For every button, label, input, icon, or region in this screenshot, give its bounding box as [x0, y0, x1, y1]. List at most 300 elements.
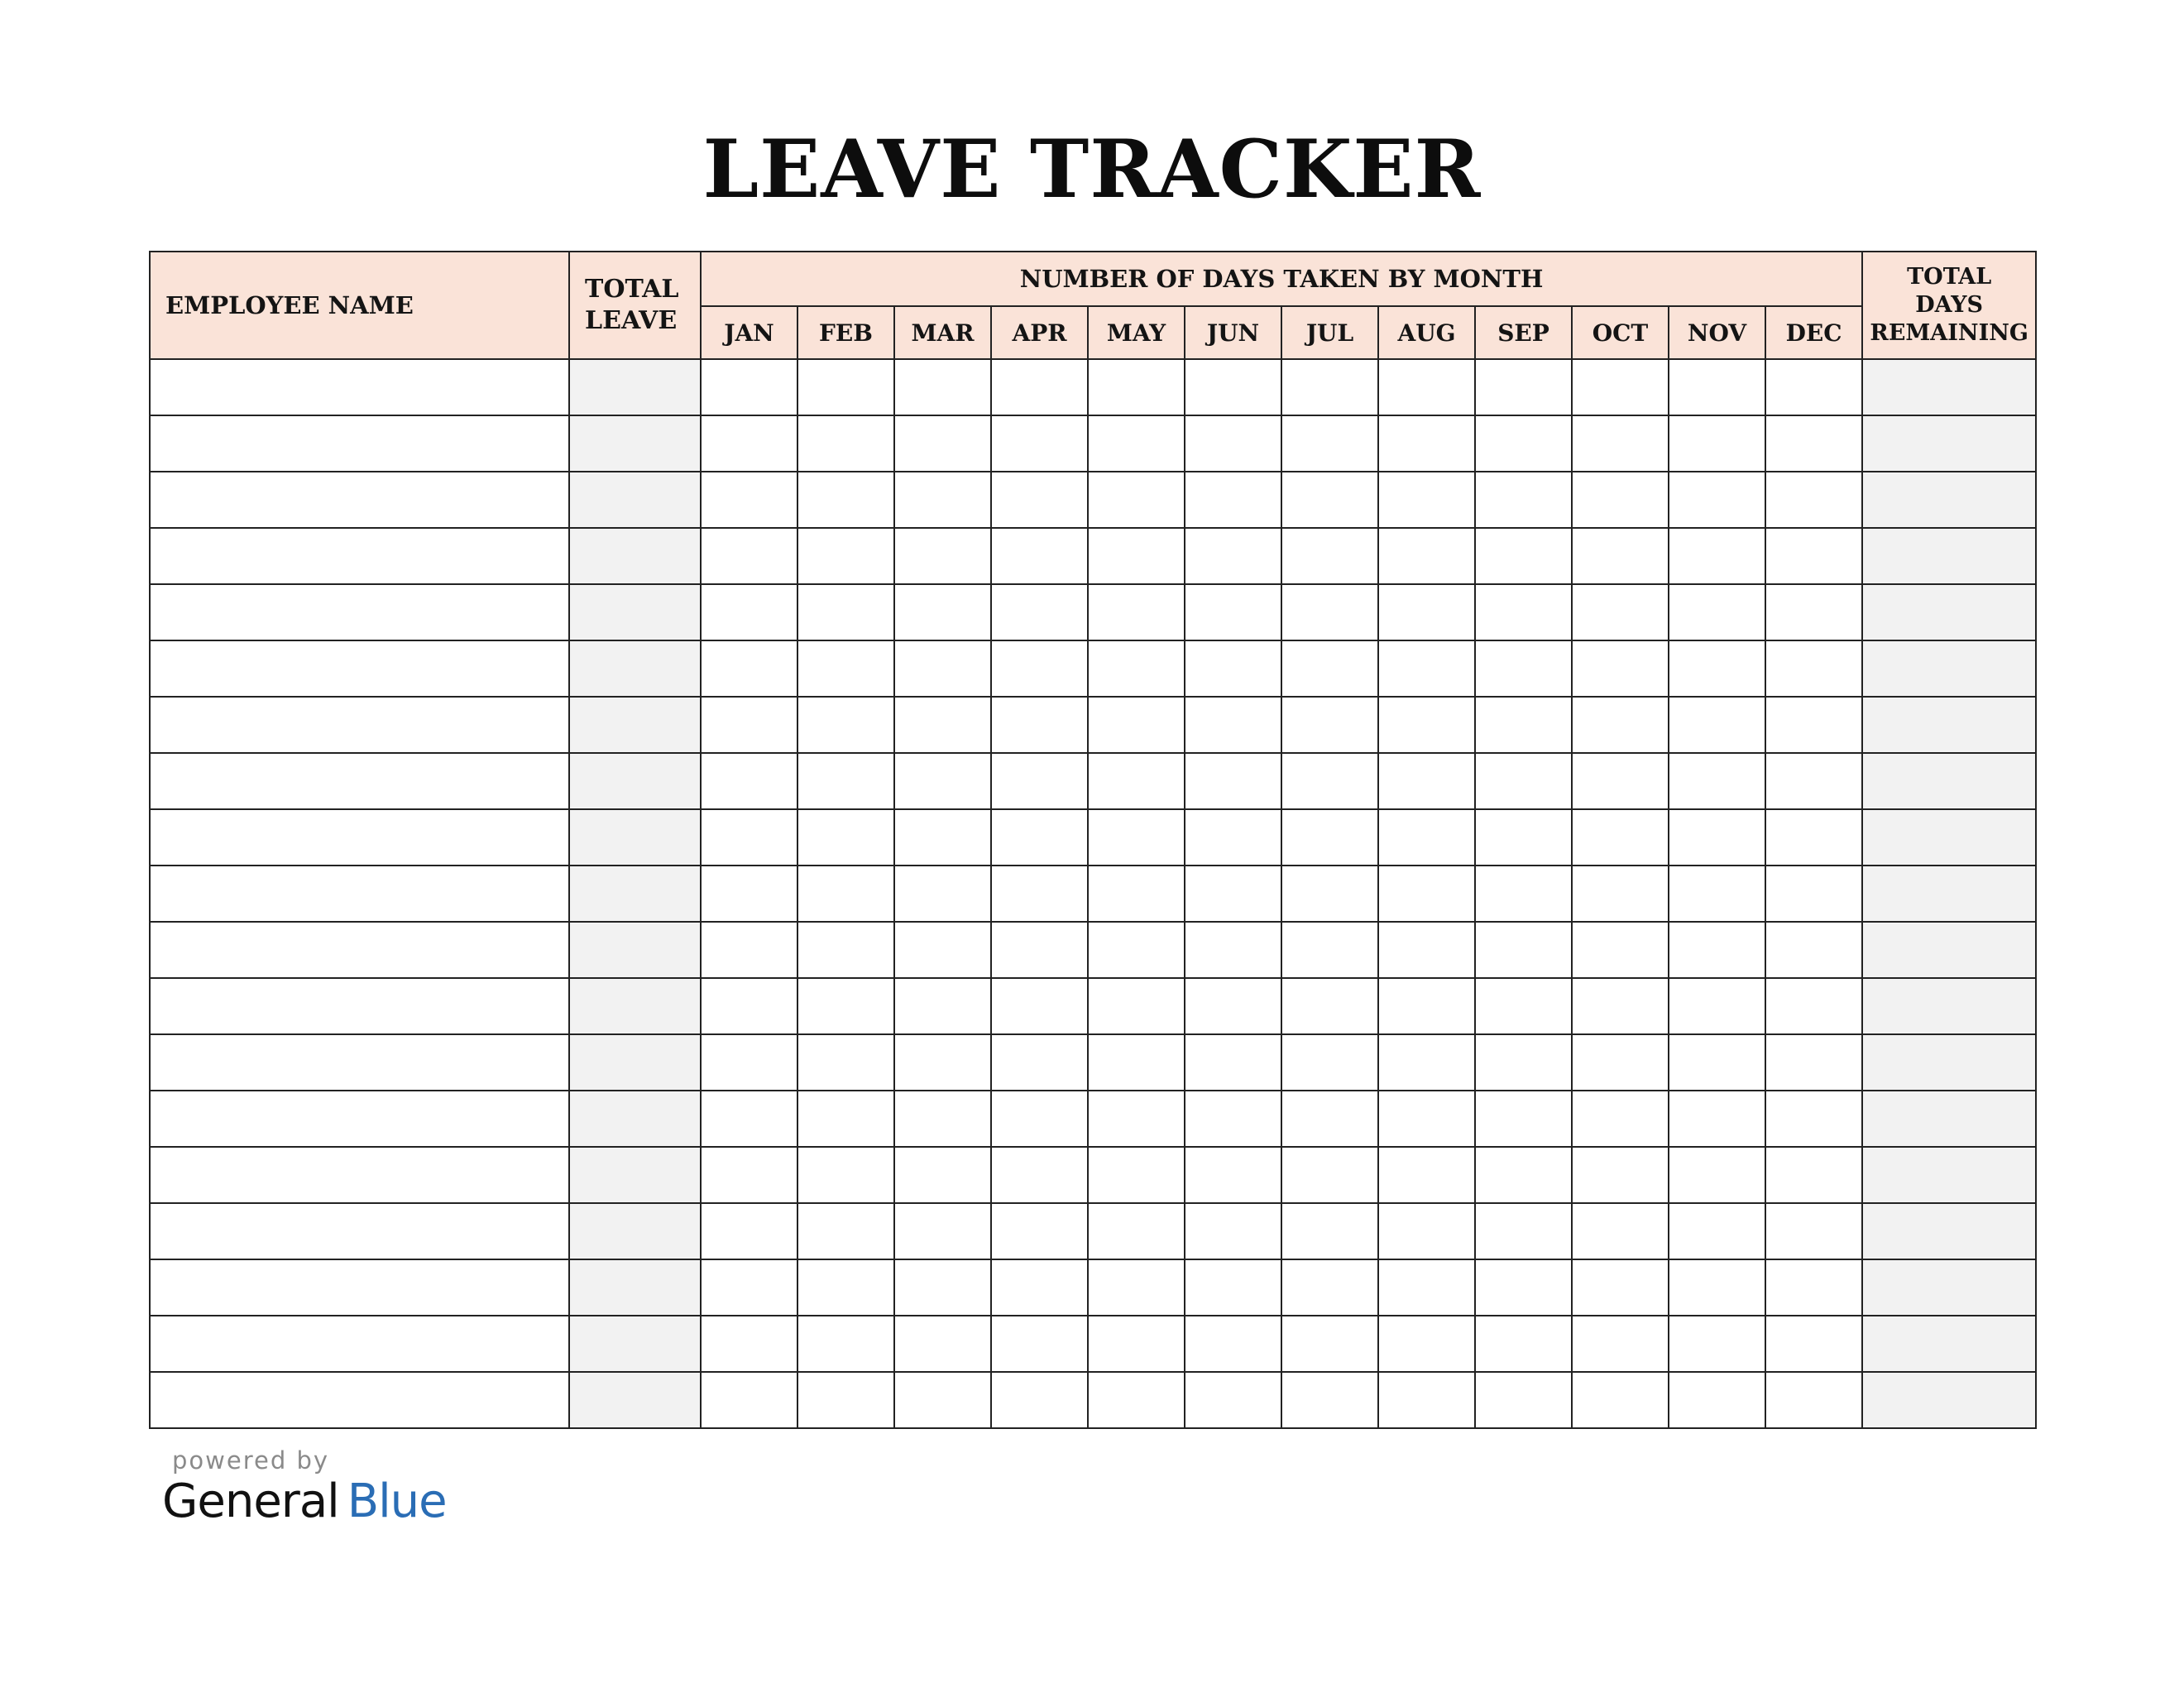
month-cell-mar[interactable]: [894, 809, 991, 866]
month-cell-jun[interactable]: [1185, 697, 1281, 753]
total-leave-cell[interactable]: [569, 809, 701, 866]
month-cell-apr[interactable]: [991, 1203, 1088, 1259]
month-cell-oct[interactable]: [1572, 1372, 1669, 1428]
month-cell-jan[interactable]: [701, 753, 797, 809]
month-cell-feb[interactable]: [797, 1203, 894, 1259]
table-row: [150, 359, 2036, 415]
month-cell-apr[interactable]: [991, 1091, 1088, 1147]
employee-name-cell[interactable]: [150, 1372, 569, 1428]
month-cell-oct[interactable]: [1572, 359, 1669, 415]
total-days-remaining-cell[interactable]: [1862, 922, 2036, 978]
month-cell-jul[interactable]: [1281, 1091, 1378, 1147]
month-cell-jun[interactable]: [1185, 922, 1281, 978]
total-leave-cell[interactable]: [569, 866, 701, 922]
total-days-remaining-cell[interactable]: [1862, 1147, 2036, 1203]
month-cell-mar[interactable]: [894, 1203, 991, 1259]
month-cell-oct[interactable]: [1572, 528, 1669, 584]
total-leave-cell[interactable]: [569, 415, 701, 472]
month-cell-aug[interactable]: [1378, 1316, 1475, 1372]
month-cell-sep[interactable]: [1475, 697, 1572, 753]
month-cell-mar[interactable]: [894, 528, 991, 584]
month-cell-nov[interactable]: [1669, 866, 1765, 922]
month-cell-may[interactable]: [1088, 753, 1185, 809]
month-cell-sep[interactable]: [1475, 866, 1572, 922]
month-cell-may[interactable]: [1088, 697, 1185, 753]
employee-name-cell[interactable]: [150, 472, 569, 528]
total-leave-cell[interactable]: [569, 1034, 701, 1091]
month-cell-nov[interactable]: [1669, 697, 1765, 753]
month-cell-sep[interactable]: [1475, 1091, 1572, 1147]
month-cell-may[interactable]: [1088, 1091, 1185, 1147]
month-cell-jan[interactable]: [701, 1034, 797, 1091]
month-cell-dec[interactable]: [1765, 978, 1862, 1034]
month-cell-feb[interactable]: [797, 866, 894, 922]
employee-name-cell[interactable]: [150, 1259, 569, 1316]
table-row: [150, 1259, 2036, 1316]
month-cell-mar[interactable]: [894, 697, 991, 753]
employee-name-cell[interactable]: [150, 640, 569, 697]
month-cell-feb[interactable]: [797, 359, 894, 415]
total-days-remaining-cell[interactable]: [1862, 1203, 2036, 1259]
month-cell-apr[interactable]: [991, 415, 1088, 472]
total-leave-cell[interactable]: [569, 978, 701, 1034]
total-days-remaining-cell[interactable]: [1862, 1259, 2036, 1316]
month-cell-may[interactable]: [1088, 866, 1185, 922]
employee-name-cell[interactable]: [150, 866, 569, 922]
month-cell-may[interactable]: [1088, 1259, 1185, 1316]
month-cell-sep[interactable]: [1475, 415, 1572, 472]
month-cell-sep[interactable]: [1475, 584, 1572, 640]
month-cell-aug[interactable]: [1378, 1034, 1475, 1091]
employee-name-cell[interactable]: [150, 1147, 569, 1203]
employee-name-cell[interactable]: [150, 753, 569, 809]
total-leave-cell[interactable]: [569, 753, 701, 809]
month-cell-feb[interactable]: [797, 1147, 894, 1203]
month-cell-dec[interactable]: [1765, 753, 1862, 809]
month-cell-oct[interactable]: [1572, 922, 1669, 978]
month-cell-jan[interactable]: [701, 1147, 797, 1203]
month-cell-dec[interactable]: [1765, 640, 1862, 697]
month-cell-jun[interactable]: [1185, 1034, 1281, 1091]
employee-name-cell[interactable]: [150, 359, 569, 415]
month-cell-jun[interactable]: [1185, 1372, 1281, 1428]
month-cell-jan[interactable]: [701, 640, 797, 697]
month-cell-mar[interactable]: [894, 359, 991, 415]
month-cell-nov[interactable]: [1669, 922, 1765, 978]
month-cell-aug[interactable]: [1378, 753, 1475, 809]
month-cell-apr[interactable]: [991, 528, 1088, 584]
month-cell-aug[interactable]: [1378, 359, 1475, 415]
month-cell-mar[interactable]: [894, 1034, 991, 1091]
month-cell-dec[interactable]: [1765, 472, 1862, 528]
month-cell-sep[interactable]: [1475, 753, 1572, 809]
month-cell-aug[interactable]: [1378, 1091, 1475, 1147]
month-cell-jan[interactable]: [701, 1372, 797, 1428]
month-cell-jan[interactable]: [701, 1259, 797, 1316]
month-cell-oct[interactable]: [1572, 978, 1669, 1034]
month-cell-nov[interactable]: [1669, 640, 1765, 697]
month-cell-dec[interactable]: [1765, 809, 1862, 866]
month-cell-jan[interactable]: [701, 1203, 797, 1259]
month-cell-may[interactable]: [1088, 1147, 1185, 1203]
month-cell-nov[interactable]: [1669, 359, 1765, 415]
month-cell-aug[interactable]: [1378, 640, 1475, 697]
total-days-remaining-cell[interactable]: [1862, 1316, 2036, 1372]
month-cell-aug[interactable]: [1378, 697, 1475, 753]
month-cell-may[interactable]: [1088, 528, 1185, 584]
month-cell-jan[interactable]: [701, 359, 797, 415]
month-cell-dec[interactable]: [1765, 1147, 1862, 1203]
month-cell-jul[interactable]: [1281, 1316, 1378, 1372]
month-cell-aug[interactable]: [1378, 922, 1475, 978]
month-cell-jul[interactable]: [1281, 640, 1378, 697]
month-cell-jul[interactable]: [1281, 922, 1378, 978]
month-cell-feb[interactable]: [797, 697, 894, 753]
month-cell-jan[interactable]: [701, 528, 797, 584]
month-cell-nov[interactable]: [1669, 1091, 1765, 1147]
month-cell-nov[interactable]: [1669, 1372, 1765, 1428]
month-cell-sep[interactable]: [1475, 1147, 1572, 1203]
month-cell-jan[interactable]: [701, 866, 797, 922]
month-cell-nov[interactable]: [1669, 978, 1765, 1034]
month-cell-jul[interactable]: [1281, 1034, 1378, 1091]
month-cell-dec[interactable]: [1765, 1372, 1862, 1428]
employee-name-cell[interactable]: [150, 415, 569, 472]
month-cell-mar[interactable]: [894, 978, 991, 1034]
month-cell-jul[interactable]: [1281, 809, 1378, 866]
month-cell-sep[interactable]: [1475, 1316, 1572, 1372]
month-cell-oct[interactable]: [1572, 809, 1669, 866]
month-cell-oct[interactable]: [1572, 753, 1669, 809]
month-cell-apr[interactable]: [991, 697, 1088, 753]
month-cell-may[interactable]: [1088, 809, 1185, 866]
month-cell-aug[interactable]: [1378, 472, 1475, 528]
month-cell-mar[interactable]: [894, 415, 991, 472]
month-cell-oct[interactable]: [1572, 472, 1669, 528]
month-cell-jul[interactable]: [1281, 1203, 1378, 1259]
month-cell-jul[interactable]: [1281, 528, 1378, 584]
month-cell-may[interactable]: [1088, 640, 1185, 697]
month-header-mar: MAR: [894, 306, 991, 359]
employee-name-cell[interactable]: [150, 1034, 569, 1091]
month-cell-jun[interactable]: [1185, 1147, 1281, 1203]
month-cell-feb[interactable]: [797, 1316, 894, 1372]
month-cell-feb[interactable]: [797, 978, 894, 1034]
total-days-remaining-cell[interactable]: [1862, 1091, 2036, 1147]
month-cell-oct[interactable]: [1572, 1203, 1669, 1259]
month-cell-aug[interactable]: [1378, 1372, 1475, 1428]
month-cell-nov[interactable]: [1669, 584, 1765, 640]
month-cell-jul[interactable]: [1281, 697, 1378, 753]
month-cell-feb[interactable]: [797, 472, 894, 528]
table-row: [150, 472, 2036, 528]
month-cell-jul[interactable]: [1281, 1147, 1378, 1203]
month-cell-nov[interactable]: [1669, 1147, 1765, 1203]
month-cell-jul[interactable]: [1281, 1372, 1378, 1428]
month-header-jan: JAN: [701, 306, 797, 359]
month-cell-nov[interactable]: [1669, 1203, 1765, 1259]
month-cell-feb[interactable]: [797, 1034, 894, 1091]
total-days-remaining-cell[interactable]: [1862, 1034, 2036, 1091]
month-cell-apr[interactable]: [991, 1259, 1088, 1316]
month-cell-feb[interactable]: [797, 1091, 894, 1147]
total-days-remaining-cell[interactable]: [1862, 866, 2036, 922]
month-cell-nov[interactable]: [1669, 528, 1765, 584]
month-cell-may[interactable]: [1088, 1372, 1185, 1428]
total-days-remaining-cell[interactable]: [1862, 809, 2036, 866]
month-cell-jul[interactable]: [1281, 472, 1378, 528]
month-cell-oct[interactable]: [1572, 866, 1669, 922]
month-cell-apr[interactable]: [991, 1034, 1088, 1091]
month-cell-oct[interactable]: [1572, 1259, 1669, 1316]
month-cell-dec[interactable]: [1765, 1034, 1862, 1091]
month-cell-sep[interactable]: [1475, 922, 1572, 978]
month-cell-jul[interactable]: [1281, 415, 1378, 472]
month-cell-feb[interactable]: [797, 1259, 894, 1316]
month-cell-dec[interactable]: [1765, 584, 1862, 640]
month-cell-jun[interactable]: [1185, 978, 1281, 1034]
month-cell-aug[interactable]: [1378, 1203, 1475, 1259]
month-cell-oct[interactable]: [1572, 1034, 1669, 1091]
employee-name-cell[interactable]: [150, 697, 569, 753]
month-cell-apr[interactable]: [991, 866, 1088, 922]
month-cell-jun[interactable]: [1185, 809, 1281, 866]
month-cell-sep[interactable]: [1475, 978, 1572, 1034]
month-cell-may[interactable]: [1088, 415, 1185, 472]
month-cell-mar[interactable]: [894, 866, 991, 922]
month-cell-aug[interactable]: [1378, 1259, 1475, 1316]
employee-name-cell[interactable]: [150, 809, 569, 866]
month-cell-sep[interactable]: [1475, 472, 1572, 528]
total-leave-cell[interactable]: [569, 1259, 701, 1316]
month-cell-oct[interactable]: [1572, 415, 1669, 472]
month-cell-mar[interactable]: [894, 1091, 991, 1147]
month-cell-dec[interactable]: [1765, 359, 1862, 415]
total-leave-cell[interactable]: [569, 528, 701, 584]
month-cell-oct[interactable]: [1572, 1147, 1669, 1203]
month-cell-oct[interactable]: [1572, 1316, 1669, 1372]
employee-name-cell[interactable]: [150, 528, 569, 584]
month-cell-apr[interactable]: [991, 809, 1088, 866]
month-cell-dec[interactable]: [1765, 922, 1862, 978]
month-cell-mar[interactable]: [894, 584, 991, 640]
month-cell-jul[interactable]: [1281, 753, 1378, 809]
month-cell-sep[interactable]: [1475, 809, 1572, 866]
month-cell-dec[interactable]: [1765, 415, 1862, 472]
month-cell-dec[interactable]: [1765, 1203, 1862, 1259]
month-cell-nov[interactable]: [1669, 1316, 1765, 1372]
table-row: [150, 528, 2036, 584]
month-cell-jul[interactable]: [1281, 584, 1378, 640]
month-cell-jan[interactable]: [701, 922, 797, 978]
month-cell-dec[interactable]: [1765, 697, 1862, 753]
month-cell-oct[interactable]: [1572, 584, 1669, 640]
month-cell-nov[interactable]: [1669, 415, 1765, 472]
month-cell-jun[interactable]: [1185, 415, 1281, 472]
month-cell-feb[interactable]: [797, 584, 894, 640]
total-leave-cell[interactable]: [569, 1091, 701, 1147]
month-cell-dec[interactable]: [1765, 866, 1862, 922]
table-row: [150, 584, 2036, 640]
total-leave-cell[interactable]: [569, 472, 701, 528]
month-cell-jun[interactable]: [1185, 1259, 1281, 1316]
month-cell-sep[interactable]: [1475, 1372, 1572, 1428]
month-cell-dec[interactable]: [1765, 1091, 1862, 1147]
month-cell-aug[interactable]: [1378, 978, 1475, 1034]
month-cell-nov[interactable]: [1669, 472, 1765, 528]
total-leave-cell[interactable]: [569, 640, 701, 697]
month-cell-dec[interactable]: [1765, 528, 1862, 584]
table-header: [150, 252, 2036, 359]
month-cell-may[interactable]: [1088, 922, 1185, 978]
month-cell-jun[interactable]: [1185, 1203, 1281, 1259]
month-cell-jul[interactable]: [1281, 359, 1378, 415]
month-cell-nov[interactable]: [1669, 753, 1765, 809]
total-days-remaining-cell[interactable]: [1862, 753, 2036, 809]
total-days-remaining-cell[interactable]: [1862, 359, 2036, 415]
total-leave-cell[interactable]: [569, 1372, 701, 1428]
month-cell-mar[interactable]: [894, 753, 991, 809]
total-leave-cell[interactable]: [569, 1316, 701, 1372]
month-cell-sep[interactable]: [1475, 1034, 1572, 1091]
employee-name-cell[interactable]: [150, 584, 569, 640]
month-cell-sep[interactable]: [1475, 640, 1572, 697]
month-cell-feb[interactable]: [797, 809, 894, 866]
month-cell-aug[interactable]: [1378, 528, 1475, 584]
month-cell-aug[interactable]: [1378, 866, 1475, 922]
month-cell-apr[interactable]: [991, 472, 1088, 528]
month-cell-feb[interactable]: [797, 1372, 894, 1428]
month-group-header: NUMBER OF DAYS TAKEN BY MONTH: [701, 252, 1862, 306]
employee-name-cell[interactable]: [150, 1316, 569, 1372]
month-cell-dec[interactable]: [1765, 1316, 1862, 1372]
month-cell-jan[interactable]: [701, 584, 797, 640]
month-cell-jan[interactable]: [701, 1316, 797, 1372]
month-cell-mar[interactable]: [894, 640, 991, 697]
month-cell-sep[interactable]: [1475, 359, 1572, 415]
month-cell-jan[interactable]: [701, 415, 797, 472]
month-cell-mar[interactable]: [894, 1316, 991, 1372]
month-cell-aug[interactable]: [1378, 584, 1475, 640]
total-days-remaining-cell[interactable]: [1862, 697, 2036, 753]
month-cell-jun[interactable]: [1185, 472, 1281, 528]
total-days-remaining-cell[interactable]: [1862, 640, 2036, 697]
total-leave-cell[interactable]: [569, 359, 701, 415]
total-days-remaining-cell[interactable]: [1862, 584, 2036, 640]
month-cell-mar[interactable]: [894, 1259, 991, 1316]
month-cell-apr[interactable]: [991, 753, 1088, 809]
total-leave-cell[interactable]: [569, 697, 701, 753]
month-cell-dec[interactable]: [1765, 1259, 1862, 1316]
month-cell-apr[interactable]: [991, 922, 1088, 978]
month-cell-may[interactable]: [1088, 584, 1185, 640]
total-days-remaining-cell[interactable]: [1862, 528, 2036, 584]
employee-name-cell[interactable]: [150, 1091, 569, 1147]
month-cell-feb[interactable]: [797, 922, 894, 978]
total-leave-cell[interactable]: [569, 584, 701, 640]
employee-name-cell[interactable]: [150, 922, 569, 978]
month-cell-sep[interactable]: [1475, 528, 1572, 584]
month-cell-may[interactable]: [1088, 1316, 1185, 1372]
month-cell-jun[interactable]: [1185, 1091, 1281, 1147]
total-days-remaining-cell[interactable]: [1862, 415, 2036, 472]
month-cell-jun[interactable]: [1185, 528, 1281, 584]
total-leave-cell[interactable]: [569, 1203, 701, 1259]
month-cell-jun[interactable]: [1185, 1316, 1281, 1372]
total-days-remaining-header: [1862, 252, 2036, 359]
month-cell-feb[interactable]: [797, 640, 894, 697]
month-cell-nov[interactable]: [1669, 1034, 1765, 1091]
employee-name-cell[interactable]: [150, 1203, 569, 1259]
month-cell-jun[interactable]: [1185, 359, 1281, 415]
month-cell-jan[interactable]: [701, 809, 797, 866]
month-cell-may[interactable]: [1088, 359, 1185, 415]
month-cell-apr[interactable]: [991, 1316, 1088, 1372]
total-leave-cell[interactable]: [569, 1147, 701, 1203]
month-cell-may[interactable]: [1088, 1203, 1185, 1259]
month-cell-apr[interactable]: [991, 1147, 1088, 1203]
month-cell-jul[interactable]: [1281, 978, 1378, 1034]
month-cell-may[interactable]: [1088, 978, 1185, 1034]
total-days-remaining-cell[interactable]: [1862, 978, 2036, 1034]
table-row: [150, 866, 2036, 922]
total-leave-header-line2: LEAVE: [585, 306, 678, 335]
month-cell-nov[interactable]: [1669, 809, 1765, 866]
month-cell-apr[interactable]: [991, 584, 1088, 640]
month-cell-jun[interactable]: [1185, 753, 1281, 809]
month-cell-feb[interactable]: [797, 753, 894, 809]
month-cell-aug[interactable]: [1378, 809, 1475, 866]
employee-name-cell[interactable]: [150, 978, 569, 1034]
month-header-nov: NOV: [1669, 306, 1765, 359]
month-cell-jan[interactable]: [701, 697, 797, 753]
month-cell-apr[interactable]: [991, 978, 1088, 1034]
month-cell-sep[interactable]: [1475, 1203, 1572, 1259]
total-days-remaining-cell[interactable]: [1862, 472, 2036, 528]
month-cell-jun[interactable]: [1185, 866, 1281, 922]
month-cell-may[interactable]: [1088, 1034, 1185, 1091]
month-cell-mar[interactable]: [894, 1147, 991, 1203]
month-cell-mar[interactable]: [894, 1372, 991, 1428]
month-cell-apr[interactable]: [991, 1372, 1088, 1428]
month-cell-oct[interactable]: [1572, 640, 1669, 697]
month-cell-may[interactable]: [1088, 472, 1185, 528]
month-cell-feb[interactable]: [797, 528, 894, 584]
month-cell-aug[interactable]: [1378, 415, 1475, 472]
month-cell-mar[interactable]: [894, 472, 991, 528]
month-cell-oct[interactable]: [1572, 697, 1669, 753]
month-cell-sep[interactable]: [1475, 1259, 1572, 1316]
month-cell-mar[interactable]: [894, 922, 991, 978]
month-cell-nov[interactable]: [1669, 1259, 1765, 1316]
month-cell-aug[interactable]: [1378, 1147, 1475, 1203]
month-cell-jan[interactable]: [701, 472, 797, 528]
month-cell-feb[interactable]: [797, 415, 894, 472]
table-row: [150, 640, 2036, 697]
total-leave-cell[interactable]: [569, 922, 701, 978]
month-cell-apr[interactable]: [991, 640, 1088, 697]
table-row: [150, 1203, 2036, 1259]
month-cell-jan[interactable]: [701, 978, 797, 1034]
month-cell-jul[interactable]: [1281, 866, 1378, 922]
month-cell-jul[interactable]: [1281, 1259, 1378, 1316]
total-days-remaining-cell[interactable]: [1862, 1372, 2036, 1428]
month-cell-jun[interactable]: [1185, 584, 1281, 640]
month-cell-apr[interactable]: [991, 359, 1088, 415]
month-cell-jun[interactable]: [1185, 640, 1281, 697]
month-cell-oct[interactable]: [1572, 1091, 1669, 1147]
month-cell-jan[interactable]: [701, 1091, 797, 1147]
